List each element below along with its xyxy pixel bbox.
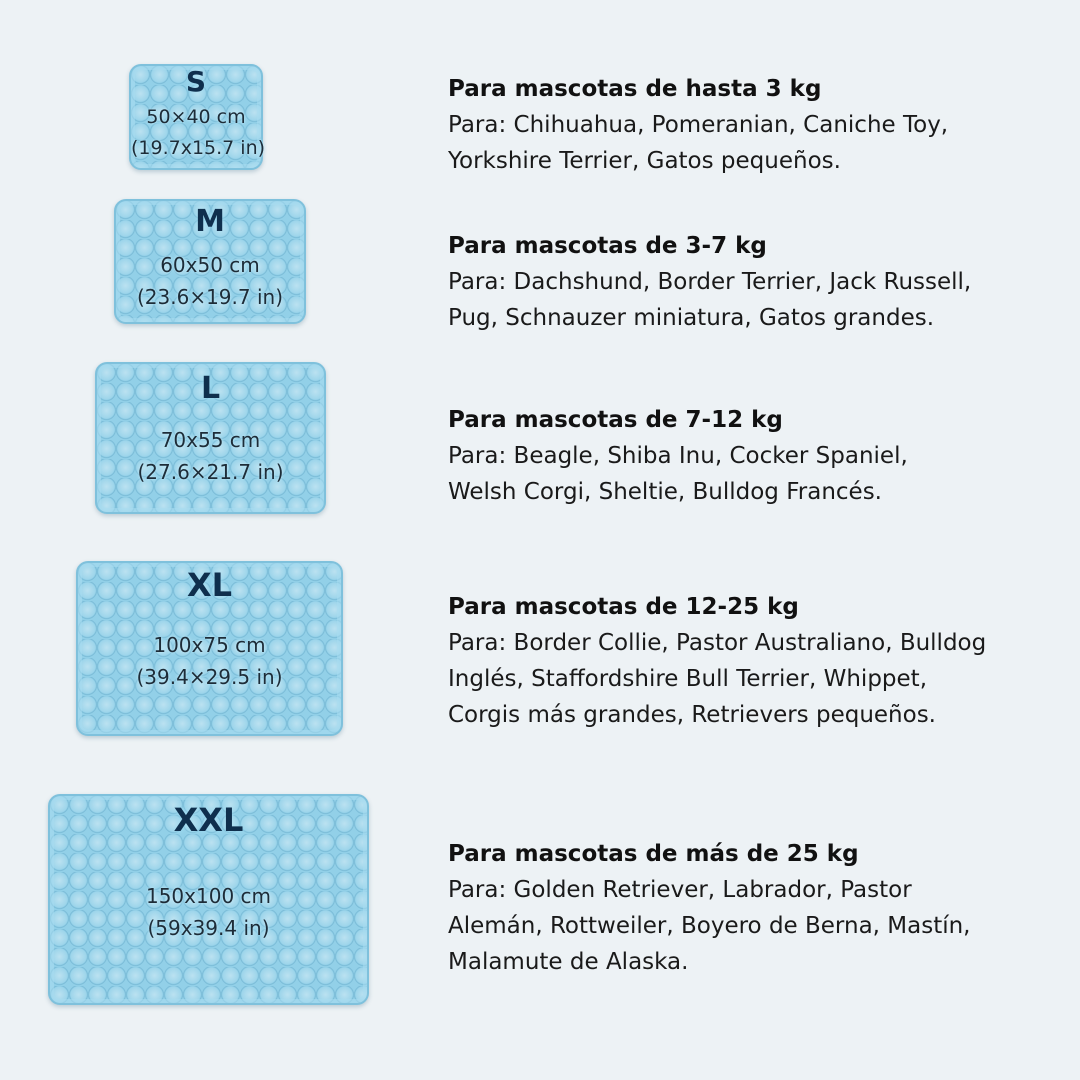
size-title: Para mascotas de 7-12 kg xyxy=(448,407,783,433)
size-title: Para mascotas de más de 25 kg xyxy=(448,841,859,867)
dimension-cm: 50×40 cm xyxy=(146,106,246,128)
size-label: L xyxy=(200,371,221,406)
description-line: Malamute de Alaska. xyxy=(448,949,689,975)
description-line: Alemán, Rottweiler, Boyero de Berna, Mastín, xyxy=(448,913,971,939)
description-line: Para: Dachshund, Border Terrier, Jack Russell, xyxy=(448,269,972,295)
dimension-cm: 150x100 cm xyxy=(145,884,272,908)
mat-m-image xyxy=(114,199,306,324)
dimension-cm: 100x75 cm xyxy=(153,633,266,657)
size-info-s xyxy=(448,71,1068,179)
size-info-xl xyxy=(448,589,1068,733)
size-dimensions xyxy=(78,629,341,693)
mat-l-image xyxy=(95,362,326,514)
size-description xyxy=(448,107,1068,179)
size-description xyxy=(448,872,1068,980)
size-label: XXL xyxy=(173,801,244,839)
mat-xxl-image xyxy=(48,794,369,1005)
description-line: Welsh Corgi, Sheltie, Bulldog Francés. xyxy=(448,479,882,505)
dimension-in: (59x39.4 in) xyxy=(147,916,270,940)
size-dimensions xyxy=(97,424,324,488)
description-line: Para: Beagle, Shiba Inu, Cocker Spaniel, xyxy=(448,443,908,469)
size-title: Para mascotas de 3-7 kg xyxy=(448,233,767,259)
size-dimensions xyxy=(131,102,266,164)
description-line: Para: Border Collie, Pastor Australiano, Bulldog xyxy=(448,630,987,656)
size-description xyxy=(448,438,1068,510)
description-line: Inglés, Staffordshire Bull Terrier, Whippet, xyxy=(448,666,928,692)
description-line: Pug, Schnauzer miniatura, Gatos grandes. xyxy=(448,305,935,331)
size-label: M xyxy=(195,204,225,239)
size-dimensions xyxy=(116,249,304,313)
size-dimensions xyxy=(50,880,367,944)
size-title: Para mascotas de 12-25 kg xyxy=(448,594,799,620)
description-line: Para: Golden Retriever, Labrador, Pastor xyxy=(448,877,912,903)
dimension-in: (19.7x15.7 in) xyxy=(131,137,266,159)
size-info-l xyxy=(448,402,1068,510)
description-line: Para: Chihuahua, Pomeranian, Caniche Toy, xyxy=(448,112,949,138)
dimension-in: (23.6×19.7 in) xyxy=(136,285,283,309)
description-line: Corgis más grandes, Retrievers pequeños. xyxy=(448,702,936,728)
mat-s-image xyxy=(129,64,266,170)
mat-xl-image xyxy=(76,561,343,736)
size-label: S xyxy=(185,65,207,98)
dimension-in: (39.4×29.5 in) xyxy=(136,665,283,689)
size-title: Para mascotas de hasta 3 kg xyxy=(448,76,822,102)
description-line: Yorkshire Terrier, Gatos pequeños. xyxy=(448,148,841,174)
dimension-in: (27.6×21.7 in) xyxy=(137,460,284,484)
dimension-cm: 60x50 cm xyxy=(160,253,260,277)
dimension-cm: 70x55 cm xyxy=(160,428,261,452)
size-info-m xyxy=(448,228,1068,336)
size-description xyxy=(448,625,1068,733)
size-description xyxy=(448,264,1068,336)
size-label: XL xyxy=(186,566,233,604)
size-info-xxl xyxy=(448,836,1068,980)
